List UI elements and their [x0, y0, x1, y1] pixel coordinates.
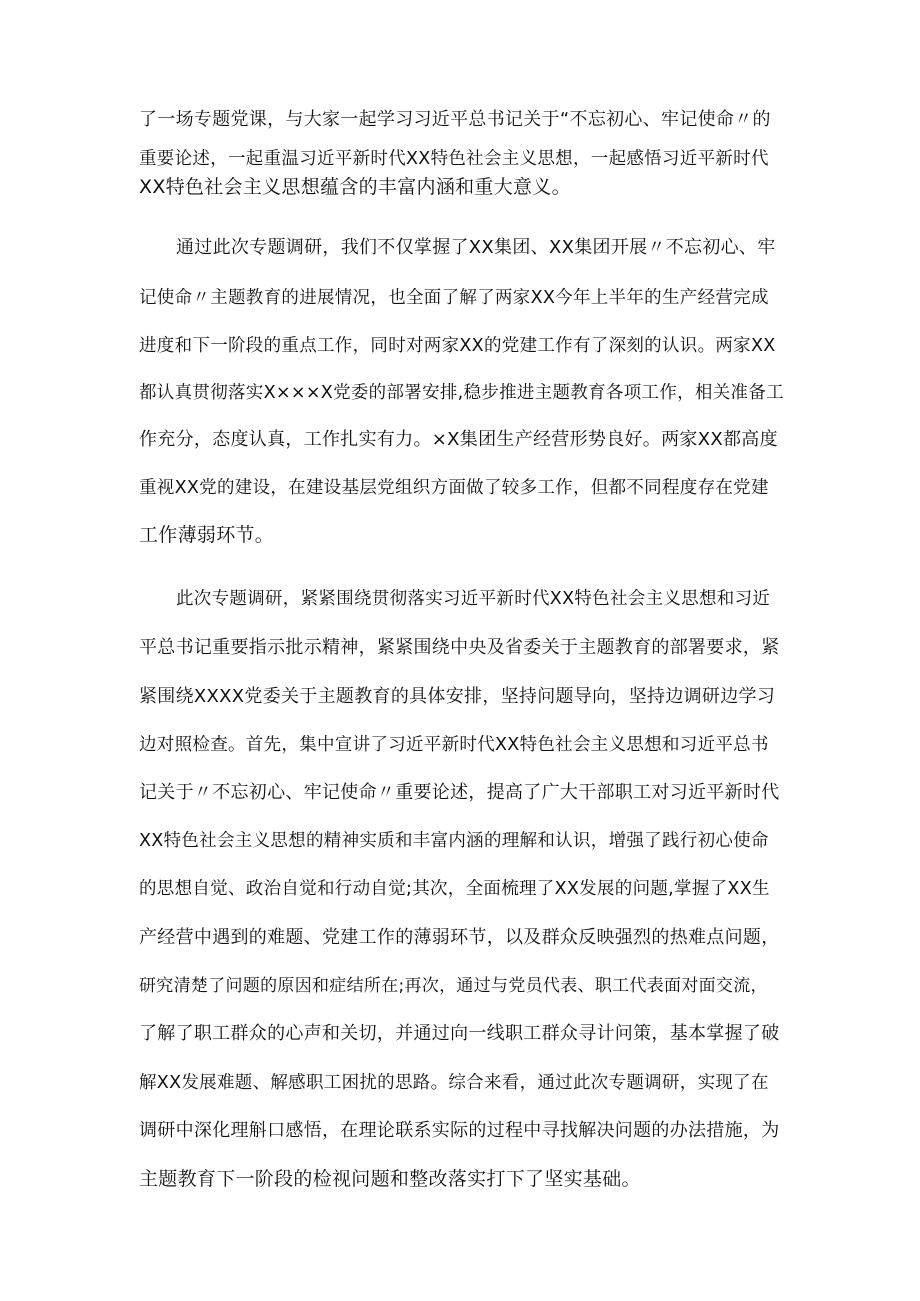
text-line: 重视XX党的建设，在建设基层党组织方面做了较多工作，但都不同程度存在党建: [139, 478, 769, 498]
text-line: 通过此次专题调研，我们不仅掌握了XX集团、XX集团开展〃不忘初心、牢: [176, 237, 776, 258]
text-line: 了解了职工群众的心声和关切，并通过向一线职工群众寻计问策，基本掌握了破: [139, 1023, 780, 1044]
text-line: 记使命〃主题教育的进展情况，也全面了解了两家XX今年上半年的生产经营完成: [139, 288, 769, 308]
text-line: 作充分，态度认真，工作扎实有力。×X集团生产经营形势良好。两家XX都高度: [139, 429, 778, 450]
text-line: 边对照检查。首先，集中宣讲了习近平新时代XX特色社会主义思想和习近平总书: [139, 735, 769, 755]
text-line: 了一场专题党课，与大家一起学习习近平总书记关于“不忘初心、牢记使命〃的: [139, 109, 771, 130]
text-line: 平总书记重要指示批示精神，紧紧围绕中央及省委关于主题教育的部署要求，紧: [139, 637, 780, 658]
text-line: 进度和下一阶段的重点工作，同时对两家XX的党建工作有了深刻的认识。两家XX: [139, 336, 776, 356]
text-line: 此次专题调研，紧紧围绕贯彻落实习近平新时代XX特色社会主义思想和习近: [176, 589, 771, 609]
text-line: 研究清楚了问题的原因和症结所在;再次，通过与党员代表、职工代表面对面交流，: [139, 976, 768, 996]
text-line: 记关于〃不忘初心、牢记使命〃重要论述，提高了广大干部职工对习近平新时代: [139, 782, 780, 803]
text-line: 重要论述，一起重温习近平新时代XX特色社会主义思想，一起感悟习近平新时代: [139, 149, 769, 169]
text-line: 都认真贯彻落实X×××X党委的部署安排,稳步推进主题教育各项工作，相关准备工: [139, 383, 784, 403]
text-line: 产经营中遇到的难题、党建工作的薄弱环节，以及群众反映强烈的热难点问题，: [139, 927, 780, 948]
text-line: 主题教育下一阶段的检视问题和整改落实打下了坚实基础。: [139, 1168, 641, 1190]
text-line: XX特色社会主义思想蕴含的丰富内涵和重大意义。: [139, 176, 571, 198]
text-line: 紧围绕XXXX党委关于主题教育的具体安排，坚持问题导向，坚持边调研边学习: [139, 686, 776, 707]
text-line: XX特色社会主义思想的精神实质和丰富内涵的理解和认识，增强了践行初心使命: [139, 831, 769, 851]
text-line: 的思想自觉、政治自觉和行动自觉;其次，全面梳理了XX发展的问题,掌握了XX生: [139, 879, 770, 899]
text-line: 工作薄弱环节。: [139, 524, 275, 546]
text-line: 调研中深化理斛口感悟，在理论联系实际的过程中寻找解决问题的办法措施，为: [139, 1120, 780, 1141]
text-line: 解XX发展难题、解感职工困扰的思路。综合来看，通过此次专题调研，实现了在: [139, 1073, 769, 1093]
